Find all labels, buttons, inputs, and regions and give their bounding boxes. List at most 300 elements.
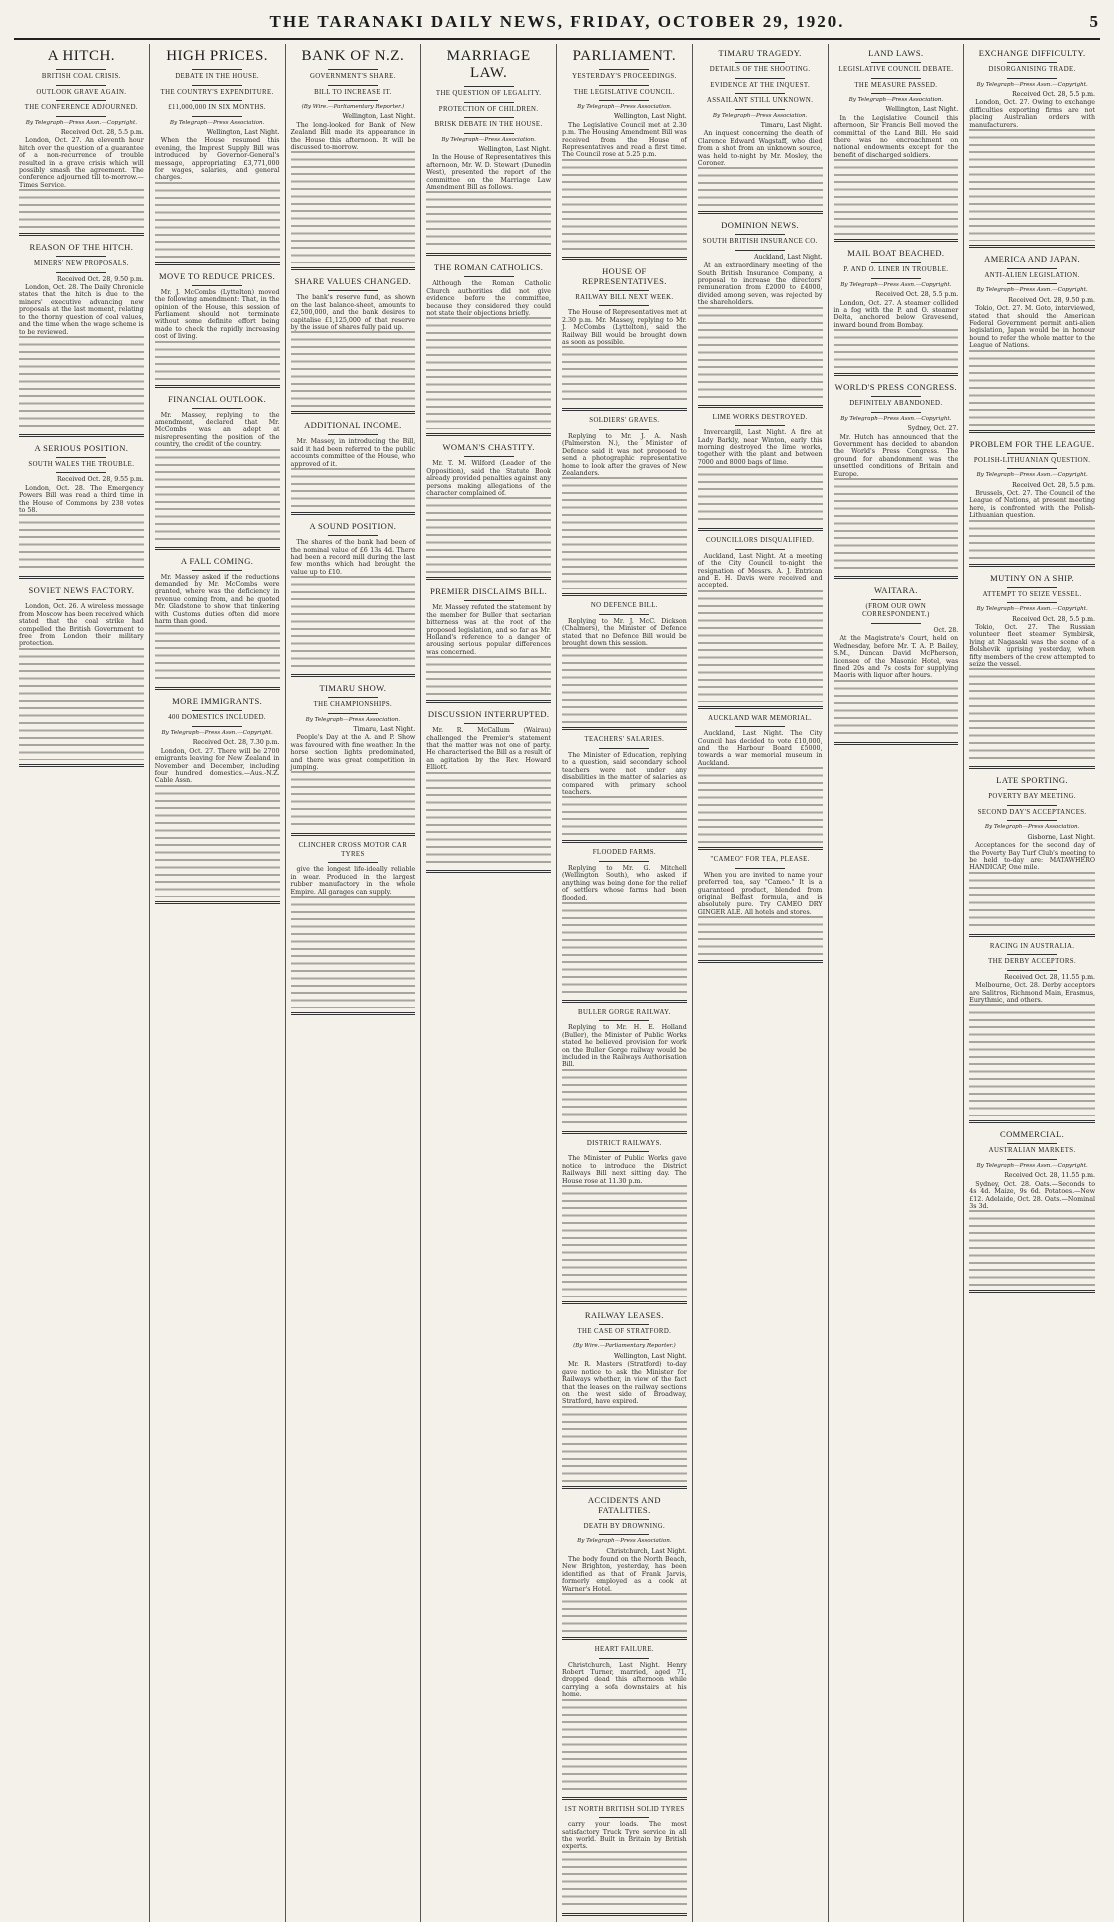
headline-rule	[192, 726, 242, 727]
article	[19, 242, 144, 437]
article-body: Invercargill, Last Night. A fire at Lady Barkly, near Winton, early this morning destroyed the lime works, together with the plant and between 7000 and 8000 bags of lime.	[697, 429, 823, 466]
article-headline: BULLER GORGE RAILWAY.	[578, 1008, 671, 1016]
article	[426, 442, 551, 580]
headline-rule	[1007, 820, 1057, 821]
headline-rule	[871, 278, 921, 279]
article-dateline: Received Oct. 28, 11.55 p.m.	[1004, 1172, 1095, 1180]
headline-rule	[871, 396, 921, 397]
article-divider	[291, 512, 416, 515]
article-body: The bank's reserve fund, as shown on the last balance-sheet, amounts to £2,500,000, and the bank desires to capitalise £1,125,000 of that reserve by the issue of shares fully paid up.	[290, 294, 416, 332]
headline-rule	[192, 116, 242, 117]
article-body: The long-looked for Bank of New Zealand Bill made its appearance in the House this afternoon. It will be discussed to-morrow.	[290, 121, 416, 152]
wire-credit: By Telegraph—Press Association.	[712, 112, 808, 119]
article	[155, 271, 280, 388]
headline-rule	[599, 85, 649, 86]
headline-rule	[735, 250, 785, 251]
article-body-continued	[698, 767, 823, 843]
article-body: The House of Representatives met at 2.30 p.m. Mr. Massey, replying to Mr. J. McCombs (Lyttelton), said the Railway Bill would be brought down as soon as possible.	[562, 309, 687, 346]
article-subheading: DETAILS OF THE SHOOTING.	[709, 66, 811, 73]
article-dateline: Sydney, Oct. 27.	[907, 425, 959, 433]
article-body-continued	[562, 902, 687, 996]
headline-rule	[328, 535, 378, 536]
article-divider	[969, 1120, 1095, 1123]
article	[834, 48, 959, 242]
newspaper-column	[150, 44, 286, 1922]
article-divider	[155, 687, 280, 690]
article	[698, 220, 823, 407]
article-divider	[969, 766, 1095, 769]
headline-rule	[599, 1817, 649, 1818]
page-number: 5	[1089, 12, 1098, 31]
article-headline: HIGH PRICES.	[166, 48, 269, 64]
article-body: Brussels, Oct. 27. The Council of the League of Nations, at present meeting here, is confronted with the Polish-Lithuanian question.	[969, 490, 1095, 520]
article-body: give the longest life-ideally reliable in wear. Produced in the largest rubber manufactory in the whole Empire. All garages can supply.	[290, 866, 416, 896]
article-divider	[969, 245, 1095, 248]
article-body-continued	[155, 625, 280, 683]
article-subheading: THE COUNTRY'S EXPENDITURE.	[160, 88, 274, 96]
article-divider	[562, 727, 687, 730]
article-headline: MOVE TO REDUCE PRICES.	[159, 270, 276, 281]
article-divider	[562, 408, 687, 411]
headline-rule	[599, 1020, 649, 1021]
article-divider	[562, 840, 687, 843]
article-body-continued	[834, 159, 959, 235]
article-headline: BANK OF N.Z.	[301, 48, 405, 64]
headline-rule	[192, 69, 242, 70]
article-body-continued	[426, 497, 551, 573]
headline-rule	[599, 748, 649, 749]
article-body-continued	[562, 346, 687, 404]
article-dateline: Received Oct. 28, 5.5 p.m.	[1012, 615, 1095, 623]
article-headline: HOUSE OF REPRESENTATIVES.	[581, 265, 667, 286]
article-subheading: MINERS' NEW PROPOSALS.	[34, 260, 129, 268]
article-headline: COUNCILLORS DISQUALIFIED.	[706, 537, 815, 545]
article	[155, 556, 280, 691]
article-body-continued	[426, 656, 551, 696]
article-subheading: BILL TO INCREASE IT.	[314, 88, 392, 96]
wire-credit: By Telegraph—Press Assn.—Copyright.	[976, 606, 1088, 613]
article-body-continued	[969, 350, 1095, 426]
newspaper-column	[421, 44, 557, 1922]
article-body: An inquest concerning the death of Clarence Edward Wagstaff, who died from a shot from an unknown source, was held to-night by Mr. Mosley, the Coroner.	[697, 130, 823, 167]
article-dateline: Received Oct. 28, 5.5 p.m.	[1012, 90, 1095, 98]
wire-credit: By Telegraph—Press Assn.—Copyright.	[161, 729, 273, 736]
article	[19, 48, 144, 236]
article	[969, 775, 1095, 936]
wire-credit: By Telegraph—Press Assn.—Copyright.	[25, 119, 137, 126]
article-subheading: EVIDENCE AT THE INQUEST.	[710, 81, 811, 89]
wire-credit: By Telegraph—Press Association.	[169, 119, 265, 126]
article-dateline: Received Oct. 28, 9.50 p.m.	[1008, 296, 1095, 304]
article-headline: FLOODED FARMS.	[592, 849, 656, 857]
article-dateline: Received Oct. 28, 9.50 p.m.	[56, 275, 144, 283]
headline-rule	[464, 117, 514, 118]
article-headline: EXCHANGE DIFFICULTY.	[978, 48, 1086, 58]
article-headline: FINANCIAL OUTLOOK.	[168, 393, 267, 404]
article-subheading: THE CONFERENCE ADJOURNED.	[24, 104, 139, 111]
article	[562, 1009, 687, 1134]
article-body-continued	[291, 576, 416, 670]
article-body: Tokio, Oct. 27. M. Goto, interviewed, stated that should the American Federal Government permit anti-alien legislation, Japan would be in honour bound to refer the whole matter to the League of Nations.	[969, 305, 1095, 350]
article-body-continued	[562, 1406, 687, 1482]
article	[562, 417, 687, 596]
wire-credit: By Telegraph—Press Assn.—Copyright.	[976, 472, 1088, 479]
article-divider	[698, 960, 823, 963]
headline-rule	[1007, 283, 1057, 284]
article-body-continued	[562, 1851, 687, 1909]
newspaper-column	[693, 44, 829, 1922]
wire-credit: By Telegraph—Press Association.	[848, 97, 944, 103]
article-headline: SHARE VALUES CHANGED.	[294, 276, 412, 287]
article	[562, 1806, 687, 1916]
article-divider	[698, 528, 823, 531]
article-body-continued	[562, 796, 687, 836]
article-subheading: BRISK DEBATE IN THE HOUSE.	[434, 121, 543, 128]
article-divider	[698, 405, 823, 408]
article-divider	[562, 1797, 687, 1800]
article-subheading: RAILWAY BILL NEXT WEEK.	[575, 293, 674, 301]
article	[426, 48, 551, 256]
article-headline: MORE IMMIGRANTS.	[172, 696, 263, 707]
headline-rule	[735, 234, 785, 235]
article-divider	[562, 257, 687, 260]
article-dateline: Received Oct. 28, 5.5 p.m.	[875, 291, 959, 299]
wire-credit: By Telegraph—Press Assn.—Copyright.	[840, 415, 952, 422]
headline-rule	[192, 85, 242, 86]
article-subheading: PROTECTION OF CHILDREN.	[438, 105, 539, 113]
article-body: Replying to Mr. G. Mitchell (Wellington South), who asked if anything was being done for the relief of settlers whose farms had been flooded.	[562, 864, 687, 902]
article	[291, 420, 416, 515]
article-divider	[155, 262, 280, 265]
headline-rule	[1007, 805, 1057, 806]
wire-credit: By Telegraph—Press Association.	[305, 716, 401, 723]
article	[698, 537, 823, 709]
article-dateline: Wellington, Last Night.	[478, 145, 551, 153]
article-body: Melbourne, Oct. 28. Derby acceptors are Salitros, Richmond Main, Erasmus, Eurythmic, and others.	[969, 982, 1095, 1005]
article-body: Mr. Massey refuted the statement by the member for Buller that sectarian bitterness was at the root of the proposed legislation, and so far as Mr. Holland's reference to a danger of arousing serious popular differences was concerned.	[426, 604, 551, 656]
article-body: The Legislative Council met at 2.30 p.m. The Housing Amendment Bill was received from the House of Representatives and read a first time. The Council rose at 5.25 p.m.	[562, 121, 687, 159]
article-divider	[698, 847, 823, 850]
article-body-continued	[969, 129, 1095, 241]
headline-rule	[1007, 268, 1057, 269]
article-headline: ADDITIONAL INCOME.	[304, 420, 402, 431]
article-headline: A HITCH.	[47, 48, 116, 64]
article-subheading: ANTI-ALIEN LEGISLATION.	[984, 271, 1080, 279]
article-divider	[834, 742, 959, 745]
article-headline: THE ROMAN CATHOLICS.	[433, 262, 544, 273]
headline-rule	[871, 78, 921, 79]
article-divider	[562, 1131, 687, 1134]
headline-rule	[1007, 789, 1057, 790]
article-headline: A SERIOUS POSITION.	[34, 442, 129, 453]
article-headline: COMMERCIAL.	[1000, 1129, 1065, 1140]
article-body-continued	[698, 167, 823, 207]
headline-rule	[1007, 587, 1057, 588]
article-divider	[19, 764, 144, 767]
headline-rule	[56, 272, 106, 273]
article-body: Replying to Mr. J. A. Nash (Palmerston N.), the Minister of Defence said it was not proposed to send a photographic representative home to look after the graves of New Zealanders.	[562, 432, 687, 477]
headline-rule	[735, 549, 785, 550]
article-body-continued	[562, 1185, 687, 1297]
article-body-continued	[834, 329, 959, 369]
headline-rule	[56, 256, 106, 257]
article-subheading: 400 DOMESTICS INCLUDED.	[168, 714, 266, 722]
article	[698, 856, 823, 963]
headline-rule	[599, 305, 649, 306]
headline-rule	[464, 133, 514, 134]
article-headline: DISCUSSION INTERRUPTED.	[427, 709, 550, 720]
headline-rule	[1007, 970, 1057, 971]
article-subheading: THE LEGISLATIVE COUNCIL.	[573, 88, 675, 96]
headline-rule	[599, 1658, 649, 1659]
article-dateline: Auckland, Last Night.	[754, 253, 823, 261]
article-headline: DISTRICT RAILWAYS.	[586, 1139, 662, 1147]
article-body-continued	[698, 466, 823, 524]
article-divider	[969, 934, 1095, 937]
article-body: London, Oct. 27. Owing to exchange difficulties exporting firms are not placing Australian orders with manufacturers.	[969, 99, 1095, 129]
article-headline: CLINCHER CROSS MOTOR CAR TYRES	[298, 842, 408, 858]
article-body-continued	[562, 477, 687, 589]
article	[969, 254, 1095, 433]
article-divider	[291, 833, 416, 836]
article-headline: SOVIET NEWS FACTORY.	[28, 585, 135, 596]
article-divider	[969, 430, 1095, 433]
article-divider	[834, 576, 959, 579]
article	[698, 48, 823, 214]
headline-rule	[871, 412, 921, 413]
article-subheading: THE CHAMPIONSHIPS.	[313, 701, 393, 709]
headline-rule	[735, 78, 785, 79]
article-body: Mr. T. M. Wilford (Leader of the Opposition), said the Statute Book already provided penalties against any persons making allegations of the character complained of.	[426, 460, 551, 497]
article	[155, 394, 280, 550]
article-body-continued	[698, 916, 823, 956]
article-divider	[291, 1012, 416, 1015]
headline-rule	[599, 100, 649, 101]
headline-rule	[735, 62, 785, 63]
headline-rule	[1007, 78, 1057, 79]
article-body: Mr. Massey, in introducing the Bill, said it had been referred to the public accounts committee of the House, who approved of it.	[290, 438, 416, 468]
article-body-continued	[562, 647, 687, 723]
headline-rule	[599, 1324, 649, 1325]
headline-rule	[56, 116, 106, 117]
article-body-continued	[426, 317, 551, 429]
article-headline: DOMINION NEWS.	[721, 220, 800, 231]
article	[969, 48, 1095, 248]
article-dateline: Wellington, Last Night.	[614, 1352, 687, 1360]
article-body-continued	[698, 590, 823, 702]
headline-rule	[599, 1519, 649, 1520]
headline-rule	[56, 69, 106, 70]
article-subheading: POLISH-LITHUANIAN QUESTION.	[973, 456, 1091, 464]
article-subheading: SECOND DAY'S ACCEPTANCES.	[977, 808, 1087, 816]
article-body-continued	[969, 520, 1095, 560]
headline-rule	[56, 457, 106, 458]
article-body: Mr. Massey asked if the reductions demanded by Mr. McCombs were granted, where was the deficiency in revenue coming from, and he quoted Mr. Gladstone to show that tinkering with Customs duties often did more harm than good.	[154, 573, 280, 626]
article	[834, 382, 959, 579]
article-subheading: £11,000,000 IN SIX MONTHS.	[168, 104, 266, 111]
article-divider	[155, 901, 280, 904]
article-divider	[426, 577, 551, 580]
article-body: Acceptances for the second day of the Poverty Bay Turf Club's meeting to be held to-day are: MATAWHERO HANDICAP, One mile.	[969, 842, 1095, 872]
wire-credit: (By Wire.—Parliamentary Reporter.)	[573, 1343, 676, 1350]
newspaper-title: THE TARANAKI DAILY NEWS, FRIDAY, OCTOBER 29, 1920.	[269, 12, 845, 31]
article-headline: AMERICA AND JAPAN.	[984, 253, 1081, 264]
article-divider	[562, 1301, 687, 1304]
article	[291, 276, 416, 414]
headline-rule	[464, 723, 514, 724]
article-body: London, Oct. 27. There will be 2700 emigrants leaving for New Zealand in November and December, including four hundred domestics.—Aus.-N.Z. Cable Assn.	[154, 747, 280, 785]
article-body-continued	[698, 307, 823, 401]
article-headline: PREMIER DISCLAIMS BILL.	[430, 586, 548, 597]
headline-rule	[871, 93, 921, 94]
article-subheading: P. AND O. LINER IN TROUBLE.	[843, 266, 949, 274]
article-body: People's Day at the A. and P. Show was favoured with fine weather. In the horse section lights predominated, and there was great competition in jumping.	[290, 734, 416, 772]
headline-rule	[1007, 1143, 1057, 1144]
article	[155, 696, 280, 903]
headline-rule	[328, 85, 378, 86]
article-dateline: Wellington, Last Night.	[614, 113, 687, 121]
article-body: London, Oct. 27. A steamer collided in a fog with the P. and O. steamer Delta, anchored below Gravesend, inward bound from Bombay.	[833, 299, 959, 329]
article-subheading: (FROM OUR OWN CORRESPONDENT.)	[862, 602, 930, 619]
wire-credit: By Telegraph—Press Association.	[577, 1538, 672, 1545]
article-body-continued	[969, 668, 1095, 762]
article-body-continued	[291, 331, 416, 407]
article-dateline: Wellington, Last Night.	[206, 128, 280, 136]
article-subheading: YESTERDAY'S PROCEEDINGS.	[572, 73, 677, 80]
headline-rule	[464, 86, 514, 87]
headline-rule	[464, 456, 514, 457]
headline-rule	[328, 100, 378, 101]
article-headline: MUTINY ON A SHIP.	[990, 572, 1075, 583]
article-headline: TEACHERS' SALARIES.	[584, 736, 665, 744]
article-subheading: SOUTH BRITISH INSURANCE CO.	[702, 238, 818, 246]
article-divider	[155, 385, 280, 388]
article	[969, 573, 1095, 770]
article	[698, 414, 823, 532]
article-body: When you are invited to name your preferred tea, say "Cameo." It is a guaranteed product, blended from original Belfast formula, and is absolutely pure. Try CAMEO DRY GINGER ALE. All hotels and stores.	[697, 871, 823, 916]
masthead	[14, 8, 1100, 40]
article-body-continued	[291, 151, 416, 263]
article-dateline: Oct. 28.	[933, 626, 959, 634]
article-divider	[155, 547, 280, 550]
article-dateline: Received Oct. 28, 5.5 p.m.	[60, 128, 144, 136]
article-body-continued	[155, 785, 280, 897]
article-body-continued	[969, 1210, 1095, 1286]
headline-rule	[56, 472, 106, 473]
article-subheading: ASSAILANT STILL UNKNOWN.	[706, 97, 814, 104]
article-divider	[291, 411, 416, 414]
headline-rule	[599, 614, 649, 615]
headline-rule	[599, 69, 649, 70]
article-body: The Minister of Education, replying to a question, said secondary school teachers were not under any disabilities in the matter of salaries as compared with primary school teachers.	[562, 751, 687, 796]
article-body: At the Magistrate's Court, held on Wednesday, before Mr. T. A. P. Bailey, S.M., Duncan David McPherson, licensee of the Masonic Hotel, was fined 20s and 7s costs for supplying Maoris with liquor after hours.	[833, 635, 959, 680]
article	[834, 248, 959, 376]
headline-rule	[735, 425, 785, 426]
article-body: At an extraordinary meeting of the South British Insurance Company, a proposal to increase the directors' remuneration from £2000 to £4000, divided among seven, was rejected by the shareholders.	[697, 262, 823, 307]
article-headline: MARRIAGE LAW.	[446, 48, 531, 81]
article-headline: PARLIAMENT.	[572, 48, 677, 64]
article-body: Auckland, Last Night. At a meeting of the City Council to-night the resignation of Messrs. A. J. Entrican and E. H. Davis were received and accepted.	[697, 552, 823, 590]
headline-rule	[328, 290, 378, 291]
article-headline: ACCIDENTS AND FATALITIES.	[587, 1494, 661, 1515]
article-headline: WORLD'S PRESS CONGRESS.	[834, 382, 958, 393]
article-headline: WOMAN'S CHASTITY.	[442, 442, 535, 453]
headline-rule	[464, 102, 514, 103]
article-body: The shares of the bank had been of the nominal value of £6 13s 4d. There had been a record mill during the last few months which had brought the value up to £10.	[290, 539, 416, 576]
wire-credit: By Telegraph—Press Association.	[984, 824, 1080, 831]
wire-credit: By Telegraph—Press Assn.—Copyright.	[976, 287, 1088, 294]
headline-rule	[871, 62, 921, 63]
article-body-continued	[562, 1699, 687, 1793]
article-headline: AUCKLAND WAR MEMORIAL.	[708, 714, 813, 722]
article-body-continued	[291, 468, 416, 508]
newspaper-column	[557, 44, 693, 1922]
article-body-continued	[969, 872, 1095, 930]
article-subheading: BRITISH COAL CRISIS.	[41, 73, 121, 80]
article-headline: MAIL BOAT BEACHED.	[847, 248, 945, 259]
article-subheading: THE QUESTION OF LEGALITY.	[435, 90, 542, 97]
article	[291, 48, 416, 270]
article-body-continued	[19, 336, 144, 430]
headline-rule	[192, 570, 242, 571]
article-headline: LIME WORKS DESTROYED.	[712, 413, 808, 421]
headline-rule	[1007, 954, 1057, 955]
article-dateline: Timaru, Last Night.	[353, 726, 416, 734]
article-body-continued	[291, 771, 416, 829]
article-body: Mr. R. Masters (Stratford) to-day gave notice to ask the Minister for Railways whether, in view of the fact that the leases on the railway sections on the west side of Broadway, Stratford, have expired.	[562, 1361, 687, 1406]
article-subheading: LEGISLATIVE COUNCIL DEBATE.	[838, 66, 954, 73]
article-body: Sydney, Oct. 28. Oats.—Seconds to 4s 4d. Maize, 9s 6d. Potatoes.—New £12. Adelaide, Oct. 28. Oats.—Nominal 3s 3d.	[969, 1180, 1095, 1210]
article-divider	[291, 267, 416, 270]
article-divider	[19, 233, 144, 236]
article-body-continued	[19, 514, 144, 572]
article-subheading: DEFINITELY ABANDONED.	[849, 400, 943, 408]
headline-rule	[1007, 62, 1057, 63]
headline-rule	[192, 285, 242, 286]
article-body-continued	[155, 182, 280, 258]
article-body: Mr. Hutch has announced that the Government has decided to abandon the World's Press Congress. The ground for abandonment was the unsettled conditions of Britain and Europe.	[833, 433, 959, 478]
headline-rule	[599, 429, 649, 430]
article-divider	[834, 239, 959, 242]
article-body-continued	[291, 896, 416, 1008]
article-headline: "CAMEO" FOR TEA, PLEASE.	[710, 856, 810, 864]
article-subheading: THE MEASURE PASSED.	[854, 81, 938, 89]
article-body: Christchurch, Last Night. Henry Robert Turner, married, aged 71, dropped dead this afternoon while carrying a sofa downstairs at his home.	[562, 1661, 687, 1699]
article-body-continued	[834, 478, 959, 572]
article	[562, 1495, 687, 1640]
article-divider	[698, 706, 823, 709]
article-subheading: OUTLOOK GRAVE AGAIN.	[36, 88, 127, 96]
article-body: In the Legislative Council this afternoon, Sir Francis Bell moved the committal of the Land Bill. He said there was no encroachment on national endowments except for the benefit of discharged soldiers.	[833, 114, 959, 159]
article-body: Mr. J. McCombs (Lyttelton) moved the following amendment: That, in the opinion of the House, this session of Parliament should not terminate without some definite effort being made to check the rapidly increasing cost of living.	[154, 288, 280, 341]
article-dateline: Received Oct. 28, 9.55 p.m.	[56, 476, 144, 484]
article-divider	[969, 1290, 1095, 1293]
article	[19, 443, 144, 580]
article-body-continued	[562, 159, 687, 253]
headline-rule	[1007, 453, 1057, 454]
article-divider	[426, 253, 551, 256]
headline-rule	[56, 599, 106, 600]
article-body: London, Oct. 28. The Emergency Powers Bill was read a third time in the House of Commons by 238 votes to 58.	[19, 484, 144, 515]
article-body: When the House resumed this evening, the Imprest Supply Bill was introduced by Governor-General's message, appropriating £3,771,000 for wages, salaries, and general charges.	[154, 137, 280, 182]
article-body: Tokio, Oct. 27. The Russian volunteer fleet steamer Symbirsk, lying at Nagasaki was the scene of a Bolshevik uprising yesterday, when fifty members of the crew attempted to seize the vessel.	[969, 623, 1095, 668]
article-headline: TIMARU SHOW.	[319, 683, 387, 694]
article	[562, 1310, 687, 1489]
wire-credit: By Telegraph—Press Assn.—Copyright.	[976, 1162, 1088, 1169]
headline-rule	[192, 408, 242, 409]
article-body-continued	[834, 680, 959, 738]
article-headline: A SOUND POSITION.	[309, 521, 397, 532]
